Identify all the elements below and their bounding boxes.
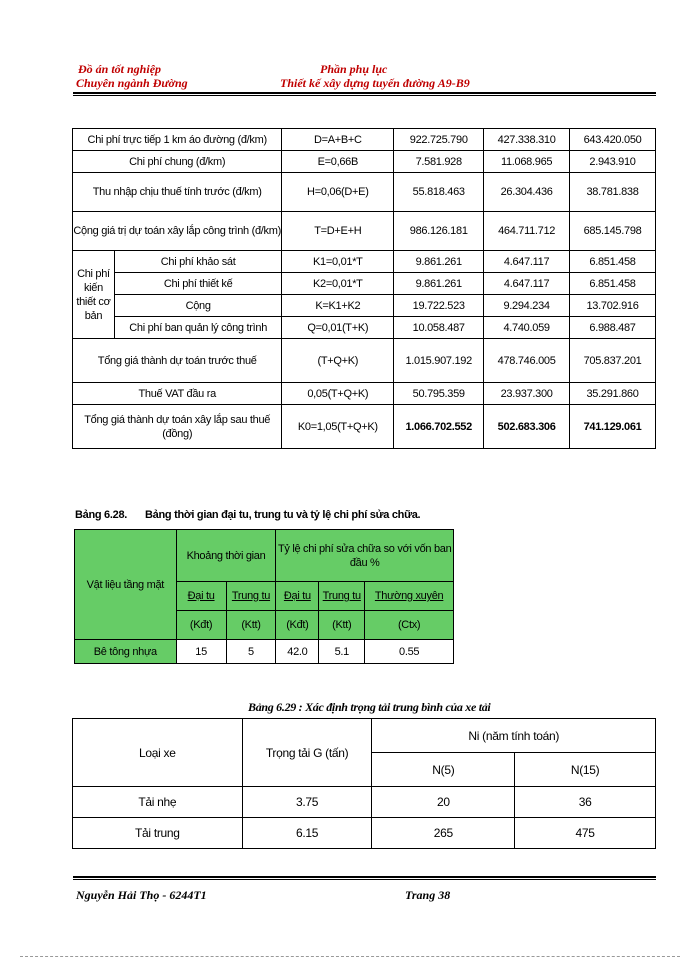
- cost-row: [73, 151, 656, 173]
- row-value: 685.145.798: [570, 212, 656, 251]
- row-value: 26.304.436: [484, 173, 570, 212]
- truck-load: 6.15: [242, 818, 372, 849]
- page-edge: [20, 956, 680, 957]
- truck-type: Tải nhẹ: [73, 787, 243, 818]
- symbol-header: (Ctx): [365, 611, 454, 640]
- row-label: Tổng giá thành dự toán trước thuế: [73, 339, 282, 383]
- material-name: Bê tông nhựa: [75, 640, 177, 664]
- row-value: 922.725.790: [394, 129, 484, 151]
- repair-value: 5: [226, 640, 276, 664]
- project-title: Thiết kế xây dựng tuyến đường A9-B9: [280, 76, 470, 90]
- row-value: 9.294.234: [484, 295, 570, 317]
- row-label: Cộng giá trị dự toán xây lắp công trình (đ/km): [73, 212, 282, 251]
- header-rule-thin: [73, 95, 656, 96]
- truck-n5: 20: [372, 787, 515, 818]
- sub-header: Trung tu: [226, 582, 276, 611]
- row-value: 705.837.201: [570, 339, 656, 383]
- col-type: Loại xe: [73, 719, 243, 787]
- row-formula: K2=0,01*T: [282, 273, 394, 295]
- row-value: 9.861.261: [394, 273, 484, 295]
- group-label: Chi phí kiến thiết cơ bản: [73, 251, 115, 339]
- footer-page: Trang 38: [405, 888, 451, 902]
- cost-row: [73, 383, 656, 405]
- row-label: Chi phí khảo sát: [114, 251, 281, 273]
- row-value: 741.129.061: [570, 405, 656, 449]
- row-label: Chi phí ban quản lý công trình: [114, 317, 281, 339]
- footer-author: Nguyễn Hải Thọ - 6244T1: [76, 888, 207, 902]
- row-value: 2.943.910: [570, 151, 656, 173]
- row-formula: K0=1,05(T+Q+K): [282, 405, 394, 449]
- header-left: [78, 62, 188, 90]
- col-n: Ni (năm tính toán): [372, 719, 656, 753]
- repair-value: 5.1: [319, 640, 365, 664]
- repair-table: [74, 529, 454, 664]
- row-value: 50.795.359: [394, 383, 484, 405]
- truck-load: 3.75: [242, 787, 372, 818]
- header-right: [280, 62, 470, 90]
- row-label: Thuế VAT đầu ra: [73, 383, 282, 405]
- row-value: 6.851.458: [570, 273, 656, 295]
- row-value: 1.066.702.552: [394, 405, 484, 449]
- row-value: 7.581.928: [394, 151, 484, 173]
- truck-n15: 475: [515, 818, 656, 849]
- cost-row: [73, 251, 656, 273]
- table-628-caption: Bảng 6.28. Bảng thời gian đại tu, trung tu và tỷ lệ chi phí sửa chữa.: [75, 509, 421, 521]
- row-value: 4.647.117: [484, 273, 570, 295]
- repair-value: 15: [176, 640, 226, 664]
- row-value: 6.988.487: [570, 317, 656, 339]
- row-value: 35.291.860: [570, 383, 656, 405]
- row-label: Thu nhập chịu thuế tính trước (đ/km): [73, 173, 282, 212]
- row-value: 464.711.712: [484, 212, 570, 251]
- symbol-header: (Kđt): [176, 611, 226, 640]
- row-value: 643.420.050: [570, 129, 656, 151]
- row-value: 6.851.458: [570, 251, 656, 273]
- cost-row: [73, 339, 656, 383]
- repair-value: 42.0: [276, 640, 319, 664]
- row-label: Chi phí trực tiếp 1 km áo đường (đ/km): [73, 129, 282, 151]
- row-formula: K=K1+K2: [282, 295, 394, 317]
- row-formula: H=0,06(D+E): [282, 173, 394, 212]
- major-title: Chuyên ngành Đường: [76, 76, 188, 90]
- header-rule: [73, 92, 656, 94]
- truck-load-table: [72, 718, 656, 849]
- row-value: 13.702.916: [570, 295, 656, 317]
- col-n5: N(5): [372, 753, 515, 787]
- truck-n15: 36: [515, 787, 656, 818]
- row-value: 1.015.907.192: [394, 339, 484, 383]
- sub-header: Đại tu: [176, 582, 226, 611]
- row-label: Cộng: [114, 295, 281, 317]
- truck-type: Tải trung: [73, 818, 243, 849]
- truck-row: [73, 787, 656, 818]
- row-formula: (T+Q+K): [282, 339, 394, 383]
- row-formula: T=D+E+H: [282, 212, 394, 251]
- row-label: Tổng giá thành dự toán xây lắp sau thuế (đồng): [73, 405, 282, 449]
- symbol-header: (Ktt): [319, 611, 365, 640]
- row-value: 55.818.463: [394, 173, 484, 212]
- row-value: 4.647.117: [484, 251, 570, 273]
- row-value: 38.781.838: [570, 173, 656, 212]
- row-value: 502.683.306: [484, 405, 570, 449]
- row-formula: Q=0,01(T+K): [282, 317, 394, 339]
- cost-row: [73, 317, 656, 339]
- row-label: Chi phí thiết kế: [114, 273, 281, 295]
- cost-row: [73, 173, 656, 212]
- symbol-header: (Ktt): [226, 611, 276, 640]
- sub-header: Thường xuyên: [365, 582, 454, 611]
- cost-row: [73, 405, 656, 449]
- cost-row: [73, 212, 656, 251]
- repair-value: 0.55: [365, 640, 454, 664]
- table-629-caption: Bảng 6.29 : Xác định trọng tải trung bình của xe tải: [248, 700, 491, 714]
- row-label: Chi phí chung (đ/km): [73, 151, 282, 173]
- row-formula: 0,05(T+Q+K): [282, 383, 394, 405]
- cost-table: [72, 128, 656, 449]
- thesis-title: Đồ án tốt nghiệp: [78, 62, 162, 76]
- row-formula: E=0,66B: [282, 151, 394, 173]
- row-value: 427.338.310: [484, 129, 570, 151]
- col-n15: N(15): [515, 753, 656, 787]
- sub-header: Đại tu: [276, 582, 319, 611]
- sub-header: Trung tu: [319, 582, 365, 611]
- col-material: Vật liệu tầng mặt: [75, 530, 177, 640]
- row-value: 11.068.965: [484, 151, 570, 173]
- footer-rule-thin: [73, 879, 656, 880]
- row-value: 9.861.261: [394, 251, 484, 273]
- footer-rule: [73, 876, 656, 878]
- col-time: Khoảng thời gian: [176, 530, 276, 582]
- cost-row: [73, 273, 656, 295]
- truck-n5: 265: [372, 818, 515, 849]
- row-value: 4.740.059: [484, 317, 570, 339]
- row-value: 10.058.487: [394, 317, 484, 339]
- row-formula: D=A+B+C: [282, 129, 394, 151]
- row-value: 986.126.181: [394, 212, 484, 251]
- col-load: Trọng tải G (tấn): [242, 719, 372, 787]
- truck-row: [73, 818, 656, 849]
- row-formula: K1=0,01*T: [282, 251, 394, 273]
- row-value: 478.746.005: [484, 339, 570, 383]
- symbol-header: (Kđt): [276, 611, 319, 640]
- row-value: 23.937.300: [484, 383, 570, 405]
- section-title: Phần phụ lục: [320, 62, 388, 76]
- cost-row: [73, 295, 656, 317]
- cost-row: [73, 129, 656, 151]
- row-value: 19.722.523: [394, 295, 484, 317]
- col-ratio: Tỷ lệ chi phí sửa chữa so với vốn ban đầu %: [276, 530, 454, 582]
